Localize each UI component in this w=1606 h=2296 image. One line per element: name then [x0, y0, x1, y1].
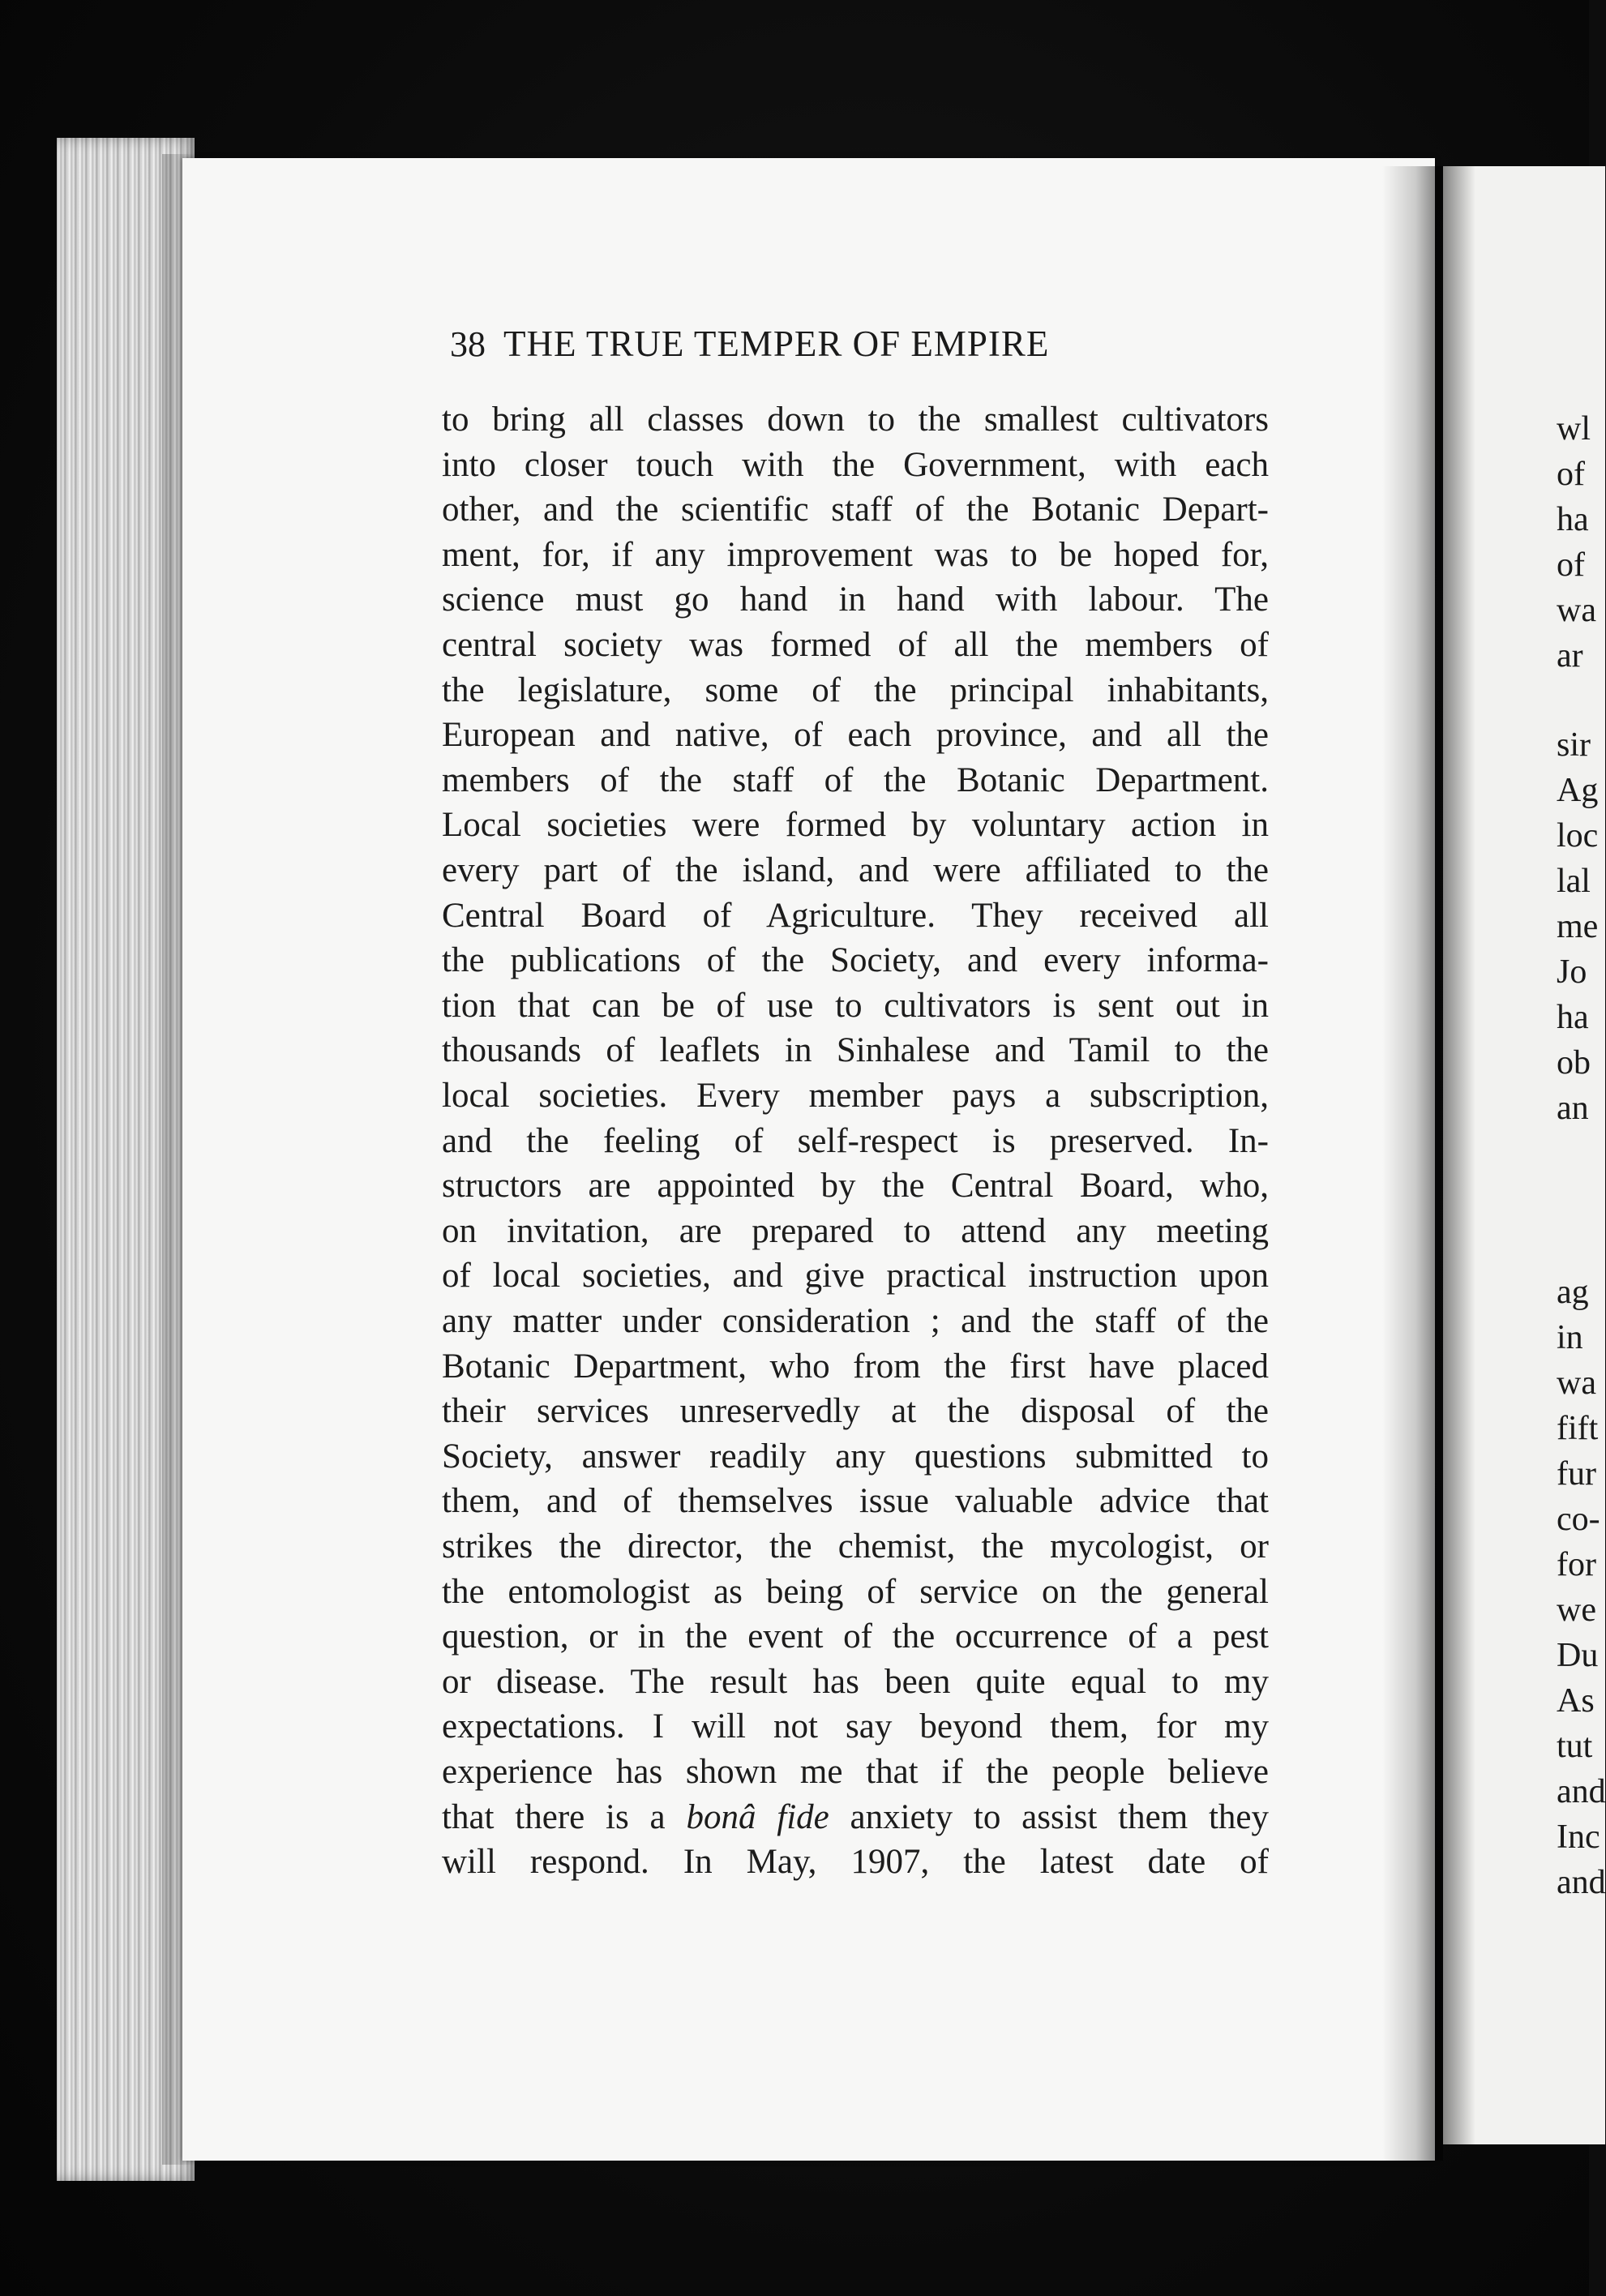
text-line: structors are appointed by the Central Board, who, [442, 1167, 1269, 1205]
facing-page-fragment: ha [1557, 501, 1589, 538]
facing-page-fragment: ob [1557, 1044, 1591, 1082]
book-gutter-shadow [1382, 166, 1443, 2161]
text-line: them, and of themselves issue valuable advice that [442, 1482, 1269, 1520]
text-line: central society was formed of all the members of [442, 626, 1269, 664]
text-line: local societies. Every member pays a subscription, [442, 1077, 1269, 1115]
text-line: and the feeling of self-respect is preserved. In- [442, 1122, 1269, 1160]
facing-page-shadow [1443, 166, 1475, 2144]
italic-phrase: bonâ fide [686, 1798, 829, 1836]
facing-page-fragment: for [1557, 1546, 1596, 1583]
text-line: experience has shown me that if the people believe [442, 1753, 1269, 1791]
text-line: into closer touch with the Government, with each [442, 446, 1269, 484]
text-line: Local societies were formed by voluntary action in [442, 806, 1269, 844]
facing-page-fragment: sir [1557, 726, 1591, 764]
facing-page-fragment: of [1557, 456, 1585, 493]
facing-page-fragment: Du [1557, 1637, 1599, 1674]
facing-page-fragment: Inc [1557, 1818, 1600, 1856]
facing-page [1443, 166, 1605, 2144]
facing-page-fragment: wa [1557, 1364, 1596, 1402]
text-line: ment, for, if any improvement was to be hoped for, [442, 536, 1269, 574]
text-line: expectations. I will not say beyond them, for my [442, 1707, 1269, 1746]
text-line: the entomologist as being of service on the general [442, 1573, 1269, 1611]
facing-page-fragment: of [1557, 546, 1585, 584]
text-line: tion that can be of use to cultivators is sent out in [442, 987, 1269, 1025]
facing-page-fragment: and [1557, 1864, 1606, 1901]
facing-page-fragment: ag [1557, 1274, 1589, 1311]
text-line: members of the staff of the Botanic Department. [442, 761, 1269, 799]
facing-page-fragment: wa [1557, 592, 1596, 629]
text-line: thousands of leaflets in Sinhalese and Tamil to the [442, 1031, 1269, 1069]
text-line: the legislature, some of the principal inhabitants, [442, 671, 1269, 709]
text-line: other, and the scientific staff of the Botanic Depart- [442, 490, 1269, 529]
facing-page-fragment: co- [1557, 1501, 1600, 1538]
facing-page-fragment: lal [1557, 863, 1591, 900]
text-line: of local societies, and give practical instruction upon [442, 1257, 1269, 1295]
text-line [442, 1795, 1269, 1840]
facing-page-fragment: As [1557, 1682, 1595, 1720]
facing-page-fragment: tut [1557, 1728, 1593, 1765]
text-line: Society, answer readily any questions submitted to [442, 1437, 1269, 1476]
text-line: any matter under consideration ; and the staff of the [442, 1302, 1269, 1340]
text-segment: anxiety to assist them they [829, 1798, 1269, 1836]
running-title: THE TRUE TEMPER OF EMPIRE [503, 323, 1050, 364]
text-line: question, or in the event of the occurrence of a pest [442, 1617, 1269, 1656]
text-line: science must go hand in hand with labour. The [442, 580, 1269, 619]
page-number: 38 [450, 324, 486, 364]
text-line: on invitation, are prepared to attend any meeting [442, 1212, 1269, 1250]
text-line: Botanic Department, who from the first have placed [442, 1347, 1269, 1386]
facing-page-fragment: in [1557, 1319, 1583, 1356]
facing-page-fragment: me [1557, 908, 1599, 945]
running-header [450, 323, 1049, 371]
facing-page-fragment: we [1557, 1591, 1596, 1629]
text-line: the publications of the Society, and every informa- [442, 941, 1269, 979]
text-segment: that there is a [442, 1798, 687, 1836]
facing-page-fragment: fur [1557, 1455, 1596, 1493]
facing-page-fragment: ar [1557, 637, 1583, 675]
facing-page-fragment: and [1557, 1773, 1606, 1810]
facing-page-fragment: Ag [1557, 772, 1599, 809]
facing-page-fragment: Jo [1557, 953, 1587, 991]
text-line-last: will respond. In May, 1907, the latest date of [442, 1843, 1269, 1881]
text-line: to bring all classes down to the smallest cultivators [442, 401, 1269, 439]
text-line: strikes the director, the chemist, the mycologist, or [442, 1527, 1269, 1566]
text-line: or disease. The result has been quite equal to my [442, 1663, 1269, 1701]
text-line: their services unreservedly at the disposal of the [442, 1392, 1269, 1430]
text-line: every part of the island, and were affiliated to the [442, 851, 1269, 889]
text-line: Central Board of Agriculture. They received all [442, 897, 1269, 935]
facing-page-fragment: wl [1557, 410, 1591, 448]
facing-page-fragment: loc [1557, 817, 1599, 855]
facing-page-fragment: fift [1557, 1410, 1599, 1447]
text-line: European and native, of each province, and all the [442, 716, 1269, 754]
facing-page-fragment: an [1557, 1090, 1589, 1127]
facing-page-fragment: ha [1557, 999, 1589, 1036]
